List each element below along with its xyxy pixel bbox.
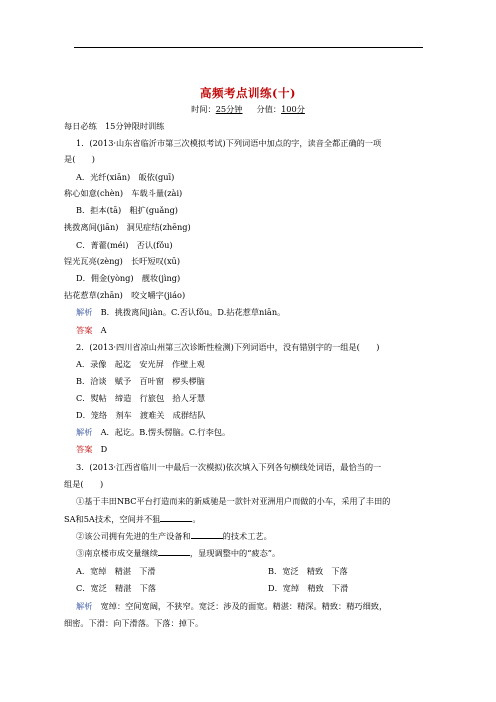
- q1-analysis-label: 解析: [76, 307, 93, 317]
- q1-option-d2: 拈花惹草(zhān) 咬文嚼字(jiáo): [64, 290, 186, 300]
- q1-option-a2: 称心如意(chèn) 车载斗量(zài): [64, 188, 183, 198]
- q1-analysis: [76, 307, 285, 317]
- q1-answer-value: A: [100, 325, 107, 335]
- q3-analysis-2: 细密。下滑：向下滑落。下落：掉下。: [64, 618, 204, 628]
- q1-option-b1: B．拒本(tā) 粗扩(guǎng): [76, 205, 179, 215]
- q2-option-a: A．录像 起迄 安光屏 作壁上观: [76, 359, 205, 369]
- q3-sentence-1a: ①基于丰田NBC平台打造而来的新威驰是一款针对亚洲用户而做的小车，采用了丰田的: [76, 496, 391, 506]
- q1-answer: [76, 325, 107, 335]
- time-value: 25分钟: [215, 104, 243, 114]
- blank-line: [191, 530, 223, 539]
- q2-analysis: [76, 427, 230, 437]
- q1-option-d1: D．佣金(yòng) 靓妆(jìng): [76, 273, 181, 283]
- q3-option-d: D．宽绰 精致 下滑: [268, 583, 349, 593]
- q3-sentence-1b: [64, 513, 201, 524]
- score-label: 分值：: [256, 104, 282, 114]
- score-value: 100分: [281, 104, 305, 114]
- q3-sentence-3: [76, 547, 280, 558]
- q1-option-c2: 锃光瓦亮(zèng) 长吁短叹(xū): [64, 256, 181, 266]
- q2-answer-label: 答案: [76, 444, 93, 454]
- q2-option-b: B．洽谈 赋予 百叶窗 椤头椤脑: [76, 376, 205, 386]
- q3-sentence-3-text: ③南京楼市成交量继续: [76, 548, 158, 558]
- q1-option-c1: C．菁藿(méi) 否认(fǒu): [76, 240, 173, 250]
- q3-analysis-text-1: 宽绰：空间宽阔，不狭窄。宽泛：涉及的面宽。精湛：精深。精致：精巧细致，: [100, 601, 388, 611]
- q3-option-b: B．宽泛 精致 下落: [268, 566, 348, 576]
- q3-option-a: A．宽绰 精湛 下滑: [76, 566, 156, 576]
- q1-stem-1: 1．(2013·山东省临沂市第三次模拟考试)下列词语中加点的字，读音全都正确的一项: [76, 138, 382, 148]
- q2-stem: 2．(2013·四川省凉山州第三次诊断性检测)下列词语中，没有错别字的一组是( ): [76, 342, 380, 352]
- intro-line: 每日必练 15分钟限时训练: [64, 121, 165, 131]
- q1-stem-2: 是( ): [64, 154, 95, 164]
- q2-answer-value: D: [100, 444, 108, 454]
- q3-sentence-1b-text: SA和5A技术，空间并不狙: [64, 514, 161, 524]
- time-label: 时间：: [191, 104, 216, 114]
- q3-analysis-1: [76, 601, 387, 611]
- q3-sentence-2: [76, 530, 272, 541]
- q1-analysis-text: B．挑拨离间jiàn。C.否认fǒu。D.拈花惹草niān。: [100, 307, 286, 317]
- q2-analysis-text: A．起讫。B.愣头愣脑。C.行李包。: [100, 427, 231, 437]
- q3-stem-2: 组是( ): [64, 479, 104, 489]
- q3-stem-1: 3．(2013·江西省临川一中最后一次模拟)依次填入下列各句横线处词语，最恰当的一: [76, 462, 382, 472]
- q1-option-a1: A．光纤(xiān) 皈依(guī): [76, 172, 175, 182]
- header-rule: [74, 47, 423, 48]
- page-title: 高频考点训练(十): [200, 86, 296, 100]
- q3-sentence-1b-end: 。: [192, 514, 201, 524]
- q2-analysis-label: 解析: [76, 427, 93, 437]
- q3-analysis-label: 解析: [76, 601, 93, 611]
- q2-option-d: D．笼络 剂车 渡难关 成群结队: [76, 410, 206, 420]
- q3-sentence-2-end: 的技术工艺。: [222, 531, 272, 541]
- q2-option-c: C．熨帖 缔造 行旅包 拾人牙慧: [76, 393, 206, 403]
- q1-answer-label: 答案: [76, 325, 93, 335]
- blank-line: [160, 513, 192, 522]
- q3-option-c: C．宽泛 精湛 下落: [76, 583, 156, 593]
- blank-line: [158, 547, 190, 556]
- q3-sentence-3-end: ，显现调整中的“疲态”。: [189, 548, 281, 558]
- q2-answer: [76, 444, 107, 454]
- q1-option-b2: 挑拨离间(jiān) 洞见症结(zhēng): [64, 222, 191, 232]
- time-score-line: [0, 104, 496, 115]
- q3-sentence-2-text: ②该公司拥有先进的生产设备和: [76, 531, 191, 541]
